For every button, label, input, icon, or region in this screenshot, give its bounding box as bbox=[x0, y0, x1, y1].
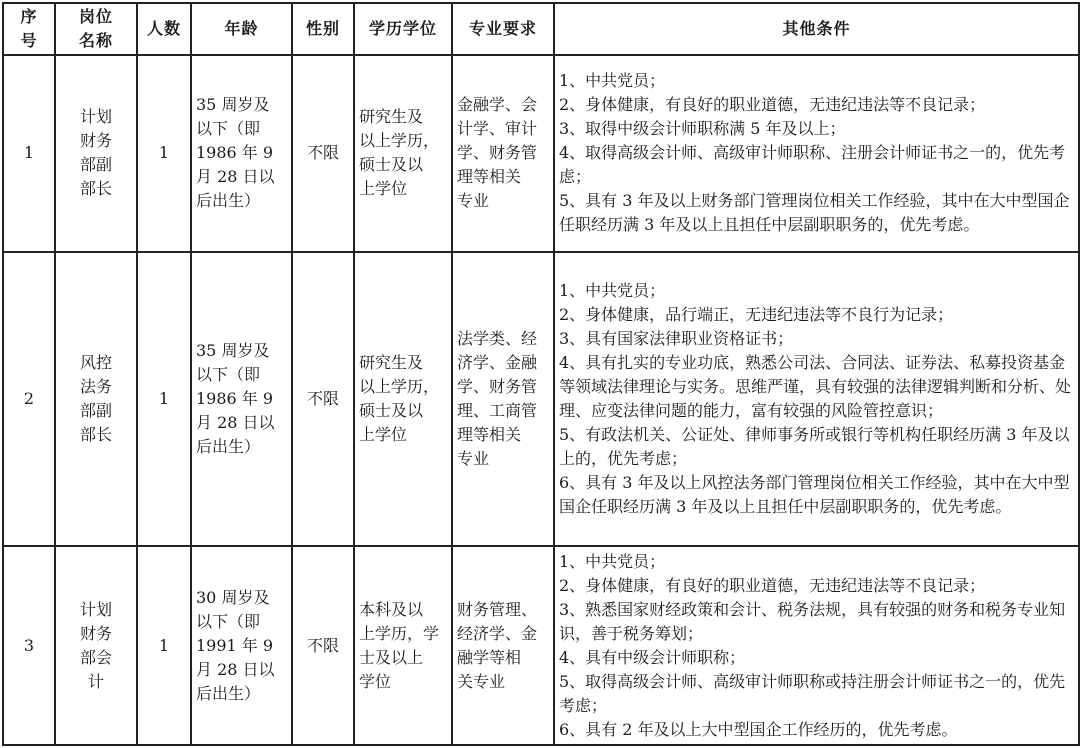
cell-age: 30 周岁及 以下（即 1991 年 9 月 28 日以 后出生） bbox=[191, 546, 292, 745]
cell-position: 风控 法务 部副 部长 bbox=[55, 252, 137, 547]
cell-position: 计划 财务 部副 部长 bbox=[55, 55, 137, 252]
header-major: 专业要求 bbox=[452, 3, 554, 55]
condition-item: 3、具有国家法律职业资格证书； bbox=[559, 328, 794, 348]
cell-conditions bbox=[554, 252, 1079, 547]
header-age: 年龄 bbox=[191, 3, 292, 55]
cell-count: 1 bbox=[137, 546, 191, 745]
condition-item: 2、身体健康，有良好的职业道德，无违纪违法等不良记录； bbox=[559, 575, 986, 595]
cell-gender: 不限 bbox=[292, 55, 354, 252]
header-gender: 性别 bbox=[292, 3, 354, 55]
table-header bbox=[3, 3, 1079, 55]
table-row bbox=[3, 252, 1079, 547]
recruitment-table bbox=[2, 2, 1080, 746]
cell-major: 法学类、经 济学、金融 学、财务管 理、工商管 理等相关 专业 bbox=[452, 252, 554, 547]
cell-major: 财务管理、 经济学、金 融学等相 关专业 bbox=[452, 546, 554, 745]
condition-item: 2、身体健康，有良好的职业道德，无违纪违法等不良记录； bbox=[559, 95, 986, 115]
cell-gender: 不限 bbox=[292, 252, 354, 547]
header-count: 人数 bbox=[137, 3, 191, 55]
cell-age: 35 周岁及 以下（即 1986 年 9 月 28 日以 后出生） bbox=[191, 55, 292, 252]
cell-seq: 3 bbox=[3, 546, 55, 745]
condition-item: 4、具有中级会计师职称； bbox=[559, 647, 746, 667]
header-conditions: 其他条件 bbox=[554, 3, 1079, 55]
condition-item: 6、具有 2 年及以上大中型国企工作经历的，优先考虑。 bbox=[559, 719, 958, 739]
table-row bbox=[3, 55, 1079, 252]
cell-count: 1 bbox=[137, 55, 191, 252]
cell-count: 1 bbox=[137, 252, 191, 547]
cell-education: 研究生及 以上学历， 硕士及以 上学位 bbox=[354, 55, 452, 252]
condition-item: 6、具有 3 年及以上风控法务部门管理岗位相关工作经验，其中在大中型国企任职经历满 3 年及以上且担任中层副职职务的，优先考虑。 bbox=[559, 472, 1070, 516]
cell-major: 金融学、会 计学、审计 学、财务管 理等相关 专业 bbox=[452, 55, 554, 252]
condition-item: 1、中共党员； bbox=[559, 551, 666, 571]
condition-item: 5、取得高级会计师、高级审计师职称或持注册会计师证书之一的，优先考虑； bbox=[559, 671, 1066, 715]
cell-education: 本科及以 上学历，学 士及以上 学位 bbox=[354, 546, 452, 745]
condition-item: 2、身体健康，品行端正，无违纪违法等不良行为记录； bbox=[559, 304, 954, 324]
cell-conditions bbox=[554, 55, 1079, 252]
header-position: 岗位 名称 bbox=[55, 3, 137, 55]
condition-item: 4、取得高级会计师、高级审计师职称、注册会计师证书之一的，优先考虑； bbox=[559, 143, 1066, 187]
condition-item: 1、中共党员； bbox=[559, 280, 666, 300]
header-seq: 序 号 bbox=[3, 3, 55, 55]
cell-position: 计划 财务 部会 计 bbox=[55, 546, 137, 745]
header-education: 学历学位 bbox=[354, 3, 452, 55]
condition-item: 5、有政法机关、公证处、律师事务所或银行等机构任职经历满 3 年及以上的，优先考虑； bbox=[559, 424, 1070, 468]
condition-item: 3、熟悉国家财经政策和会计、税务法规，具有较强的财务和税务专业知识，善于税务筹划； bbox=[559, 599, 1066, 643]
cell-education: 研究生及 以上学历， 硕士及以 上学位 bbox=[354, 252, 452, 547]
condition-item: 5、具有 3 年及以上财务部门管理岗位相关工作经验，其中在大中型国企任职经历满 3 年及以上且担任中层副职职务的，优先考虑。 bbox=[559, 191, 1070, 235]
condition-item: 1、中共党员； bbox=[559, 71, 666, 91]
condition-item: 3、取得中级会计师职称满 5 年及以上； bbox=[559, 119, 846, 139]
condition-item: 4、具有扎实的专业功底，熟悉公司法、合同法、证券法、私募投资基金等领域法律理论与实务。思维严谨，具有较强的法律逻辑判断和分析、处理、应变法律问题的能力，富有较强的风险管控意识； bbox=[559, 352, 1072, 420]
cell-conditions bbox=[554, 546, 1079, 745]
cell-gender: 不限 bbox=[292, 546, 354, 745]
cell-age: 35 周岁及 以下（即 1986 年 9 月 28 日以 后出生） bbox=[191, 252, 292, 547]
table-row bbox=[3, 546, 1079, 745]
cell-seq: 2 bbox=[3, 252, 55, 547]
cell-seq: 1 bbox=[3, 55, 55, 252]
